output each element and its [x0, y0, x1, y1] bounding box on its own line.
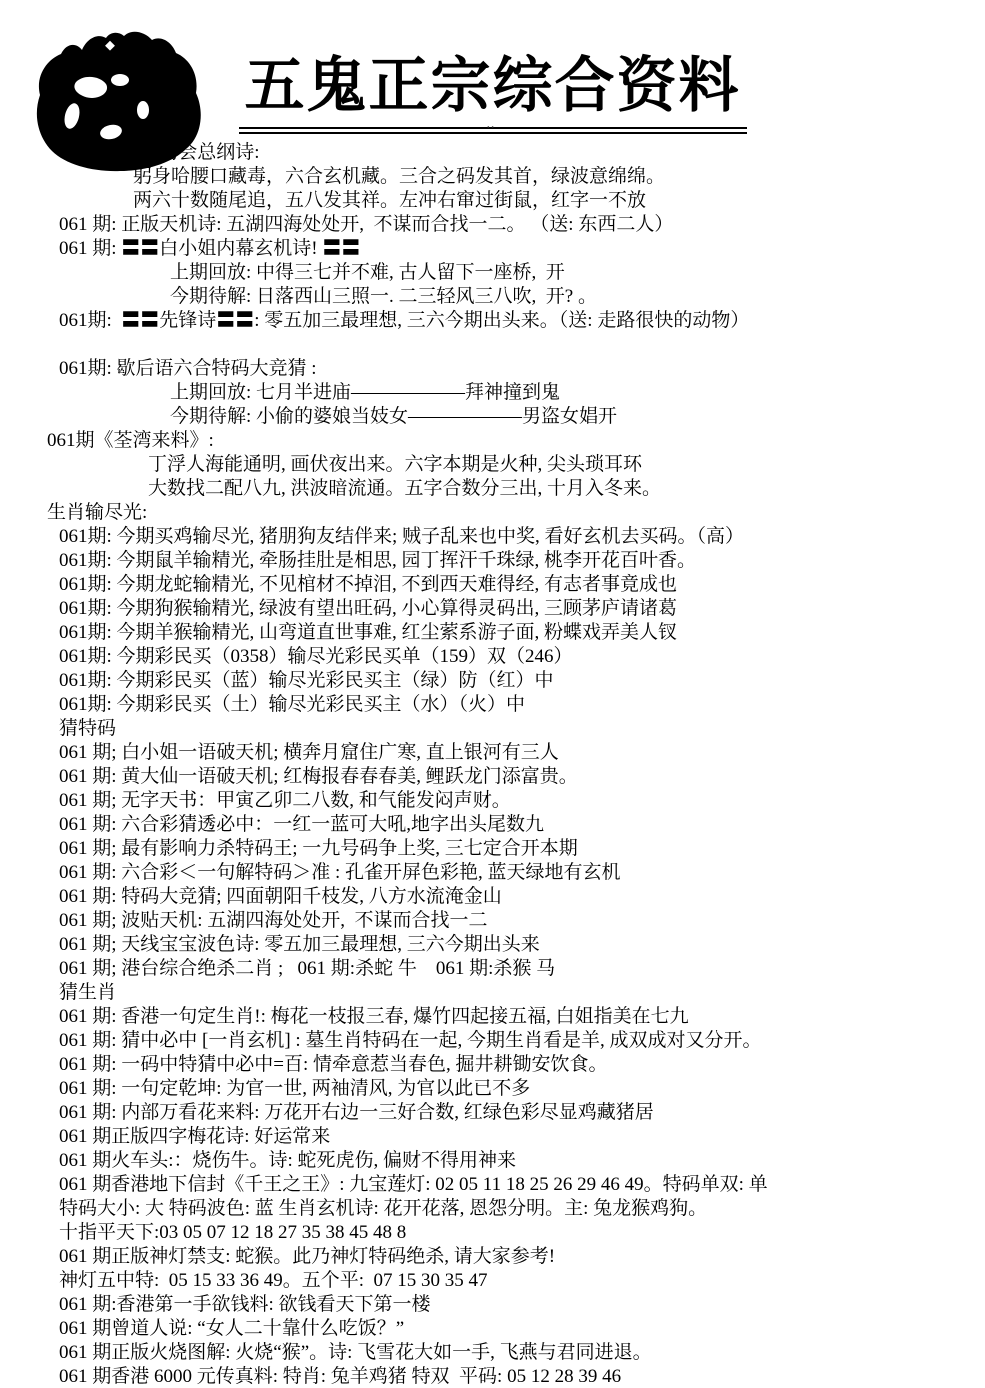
text-line: 061期: 歇后语六合特码大竞猜 :	[59, 358, 317, 379]
text-line: 061期: 今期龙蛇输精光, 不见棺材不掉泪, 不到西天难得经, 有志者事竟成也	[59, 574, 678, 595]
text-line: 061期: 〓〓先锋诗〓〓: 零五加三最理想, 三六今期出头来。（送: 走路很快的动物）	[59, 310, 750, 331]
content-lines	[0, 141, 985, 1388]
text-line: 上期回放: 七月半进庙——————拜神撞到鬼	[170, 382, 561, 403]
text-line: 两六十数随尾追，五八发其祥。左冲右窜过街鼠，红字一不放	[133, 190, 647, 211]
text-line: 061 期: 一码中特猜中必中=百: 情牵意惹当春色, 掘井耕锄安饮食。	[59, 1054, 608, 1075]
text-line: 猜生肖	[59, 982, 117, 1003]
page-title-text: 五鬼正宗综合资料	[239, 38, 747, 134]
text-line: 神灯五中特: 05 15 33 36 49。五个平: 07 15 30 35 47	[59, 1270, 488, 1291]
text-line: 061 期: 正版天机诗: 五湖四海处处开, 不谋而合找一二。 （送: 东西二人）	[59, 214, 674, 235]
text-line: 061 期: 〓〓白小姐内幕玄机诗! 〓〓	[59, 238, 361, 259]
text-line: 061期: 今期彩民买（0358）输尽光彩民买单（159）双（246）	[59, 646, 573, 667]
text-line: 061 期: 六合彩＜一句解特码＞准 : 孔雀开屏色彩艳, 蓝天绿地有玄机	[59, 862, 621, 883]
text-line: 061 期香港地下信封《千王之王》: 九宝莲灯: 02 05 11 18 25 26 29 46 49。特码单双: 单	[59, 1174, 768, 1195]
text-line: 丁浮人海能通明, 画伏夜出来。六字本期是火种, 尖头琐耳环	[148, 454, 643, 475]
text-line: 061期: 今期彩民买（蓝）输尽光彩民买主（绿）防（红）中	[59, 670, 554, 691]
text-line: 061 期: 内部万看花来料: 万花开右边一三好合数, 红绿色彩尽显鸡藏猪居	[59, 1102, 654, 1123]
text-line: 今期待解: 日落西山三照一. 二三轻风三八吹, 开? 。	[170, 286, 597, 307]
text-line: 061 期香港 6000 元传真料: 特肖: 兔羊鸡猪 特双 平码: 05 12 28 39 46	[59, 1366, 622, 1387]
text-line: 061 期; 港台综合绝杀二肖 ; 061 期:杀蛇 牛 061 期:杀猴 马	[59, 958, 556, 979]
text-line: 061期: 今期彩民买（土）输尽光彩民买主（水）（火）中	[59, 694, 526, 715]
text-line: 061 期: 黄大仙一语破天机; 红梅报春春春美, 鲤跃龙门添富贵。	[59, 766, 578, 787]
text-line: 061 期正版四字梅花诗: 好运常来	[59, 1126, 331, 1147]
text-line: 061 期: 香港马会总纲诗:	[59, 142, 260, 163]
text-line: 上期回放: 中得三七并不难, 古人留下一座桥, 开	[170, 262, 565, 283]
text-line: 061 期; 白小姐一语破天机; 横奔月窟住广寒, 直上银河有三人	[59, 742, 559, 763]
text-line: 061 期: 香港一句定生肖!: 梅花一枝报三春, 爆竹四起接五福, 白姐指美在七九	[59, 1006, 689, 1027]
title-dots: ‥	[486, 116, 499, 131]
text-line: 生肖输尽光:	[47, 502, 148, 523]
text-line: 061期: 今期买鸡输尽光, 猪朋狗友结伴来; 贼子乱来也中奖, 看好玄机去买码。（高）	[59, 526, 745, 547]
text-line: 061 期正版神灯禁支: 蛇猴。此乃神灯特码绝杀, 请大家参考!	[59, 1246, 556, 1267]
text-line: 061 期; 无字天书：甲寅乙卯二八数, 和气能发闷声财。	[59, 790, 511, 811]
text-line: 061 期; 天线宝宝波色诗: 零五加三最理想, 三六今期出头来	[59, 934, 540, 955]
text-line: 十指平天下:03 05 07 12 18 27 35 38 45 48 8	[59, 1222, 407, 1243]
text-line: 061期《荃湾来料》:	[47, 430, 214, 451]
text-line: 061 期: 猜中必中 [一肖玄机] : 墓生肖特码在一起, 今期生肖看是羊, 成双成对又分开。	[59, 1030, 762, 1051]
text-line: 躬身哈腰口藏毒，六合玄机藏。三合之码发其首，绿波意绵绵。	[133, 166, 666, 187]
text-line: 061 期正版火烧图解: 火烧“猴”。诗: 飞雪花大如一手, 飞燕与君同进退。	[59, 1342, 652, 1363]
text-line: 061 期: 一句定乾坤: 为官一世, 两袖清风, 为官以此已不多	[59, 1078, 531, 1099]
text-line: 061 期火车头:：烧伤牛。诗: 蛇死虎伤, 偏财不得用神来	[59, 1150, 517, 1171]
text-line: 061期: 今期鼠羊输精光, 牵肠挂肚是相思, 园丁挥汗千珠绿, 桃李开花百叶香。	[59, 550, 697, 571]
text-line: 猜特码	[59, 718, 117, 739]
text-line: 061 期; 最有影响力杀特码王; 一九号码争上奖, 三七定合开本期	[59, 838, 578, 859]
text-line: 今期待解: 小偷的婆娘当妓女——————男盗女娼开	[170, 406, 618, 427]
text-line: 061 期曾道人说: “女人二十靠什么吃饭？”	[59, 1318, 405, 1339]
text-line: 061期: 今期羊猴输精光, 山弯道直世事难, 红尘萦系游子面, 粉蝶戏弄美人钗	[59, 622, 678, 643]
text-line: 061 期: 六合彩猜透必中：一红一蓝可大吼,地字出头尾数九	[59, 814, 545, 835]
text-line: 特码大小: 大 特码波色: 蓝 生肖玄机诗: 花开花落, 恩怨分明。主: 兔龙猴鸡狗。	[59, 1198, 708, 1219]
text-line: 061期: 今期狗猴输精光, 绿波有望出旺码, 小心算得灵码出, 三顾茅庐请诸葛	[59, 598, 678, 619]
text-line: 大数找二配八九, 洪波暗流通。五字合数分三出, 十月入冬来。	[148, 478, 662, 499]
text-line: 061 期: 特码大竞猜; 四面朝阳千枝发, 八方水流淹金山	[59, 886, 502, 907]
text-line: 061 期:香港第一手欲钱料: 欲钱看天下第一楼	[59, 1294, 431, 1315]
text-line: 061 期; 波贴天机: 五湖四海处处开, 不谋而合找一二	[59, 910, 488, 931]
